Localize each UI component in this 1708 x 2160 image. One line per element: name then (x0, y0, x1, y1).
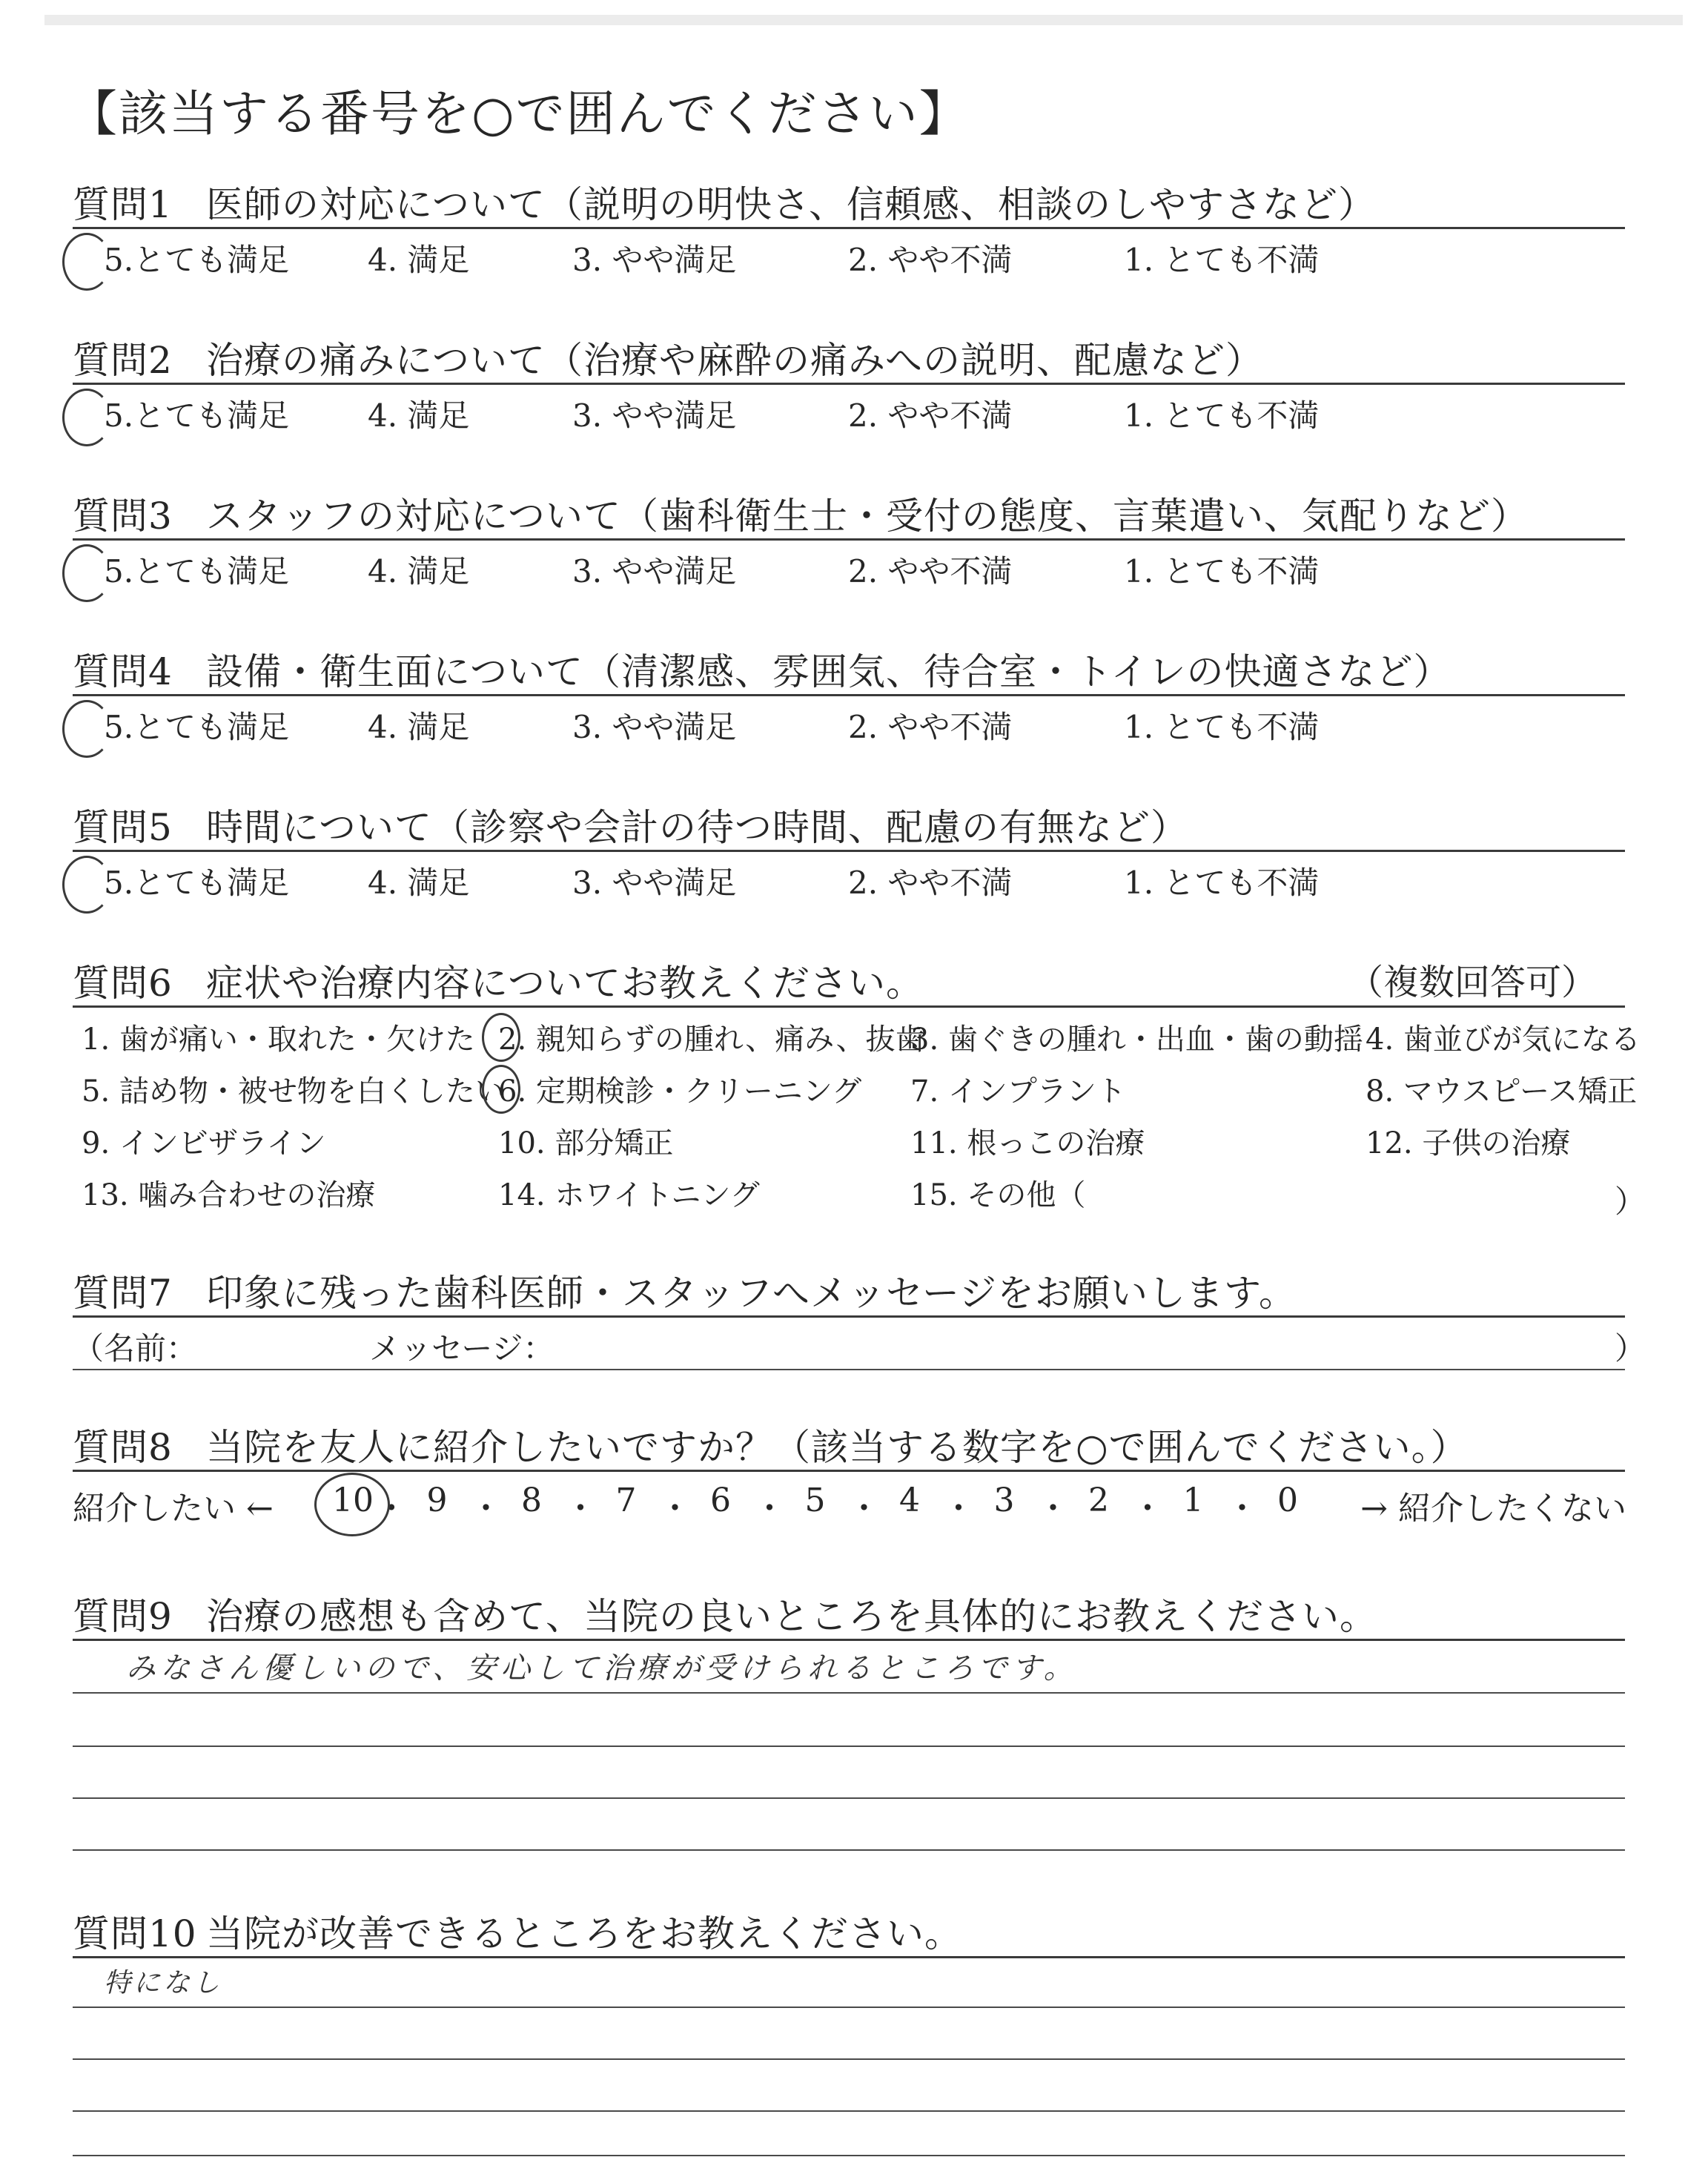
question-number: 質問8 (73, 1426, 173, 1469)
answer-line (73, 1745, 1625, 1747)
rating-option[interactable]: 2. やや不満 (848, 553, 1013, 589)
question-number: 質問9 (73, 1595, 173, 1638)
rating-option[interactable]: 1. とても不満 (1124, 553, 1320, 589)
hand-drawn-selection-circle (62, 389, 111, 446)
rating-option[interactable]: 2. やや不満 (848, 397, 1013, 434)
rating-option[interactable]: 2. やや不満 (848, 709, 1013, 745)
question-text: スタッフの対応について（歯科衛生士・受付の態度、言葉遣い、気配りなど） (206, 495, 1529, 538)
hand-drawn-selection-circle (62, 700, 111, 758)
rating-option[interactable]: 5.とても満足 (104, 865, 290, 901)
recommend-score-10[interactable]: 10 (332, 1482, 374, 1519)
scan-edge (44, 15, 1683, 25)
rating-option[interactable]: 4. 満足 (368, 553, 470, 589)
question-number: 質問2 (73, 339, 173, 382)
rating-option[interactable]: 4. 満足 (368, 242, 470, 278)
rating-option[interactable]: 3. やや満足 (572, 242, 737, 278)
symptom-option[interactable]: 14. ホワイトニング (498, 1178, 760, 1212)
question-text: 治療の痛みについて（治療や麻酔の痛みへの説明、配慮など） (206, 339, 1263, 382)
rating-option[interactable]: 2. やや不満 (848, 865, 1013, 901)
answer-line (73, 1849, 1625, 1851)
question-2-rule (73, 383, 1625, 385)
rating-option[interactable]: 5.とても満足 (104, 242, 290, 278)
question-text: 当院を友人に紹介したいですか？（該当する数字を○で囲んでください。） (206, 1426, 1469, 1469)
symptom-option[interactable]: 13. 噛み合わせの治療 (82, 1178, 376, 1212)
symptom-option[interactable]: 7. インプラント (910, 1074, 1126, 1109)
q6-other-close-paren: ） (1615, 1183, 1646, 1220)
rating-option[interactable]: 4. 満足 (368, 709, 470, 745)
recommend-right-label: → 紹介したくない (1360, 1490, 1626, 1527)
rating-option[interactable]: 2. やや不満 (848, 242, 1013, 278)
recommend-score-6[interactable]: 6 (710, 1482, 731, 1519)
question-number: 質問1 (73, 183, 173, 226)
rating-option[interactable]: 1. とても不満 (1124, 397, 1320, 434)
answer-line (73, 1797, 1625, 1799)
question-number: 質問6 (73, 962, 173, 1005)
scale-separator: ・ (753, 1490, 786, 1527)
question-1-rule (73, 227, 1625, 229)
answer-line (73, 2110, 1625, 2112)
recommend-score-0[interactable]: 0 (1277, 1482, 1298, 1519)
question-text: 症状や治療内容についてお教えください。 (206, 962, 924, 1005)
scale-separator: ・ (375, 1490, 408, 1527)
message-close-paren: ） (1615, 1330, 1646, 1367)
question-text: 時間について（診察や会計の待つ時間、配慮の有無など） (206, 806, 1188, 849)
rating-option[interactable]: 1. とても不満 (1124, 865, 1320, 901)
scale-separator: ・ (847, 1490, 881, 1527)
hand-drawn-selection-circle (62, 544, 111, 602)
rating-option[interactable]: 3. やや満足 (572, 865, 737, 901)
hand-drawn-selection-circle (62, 856, 111, 914)
symptom-option[interactable]: 12. 子供の治療 (1366, 1126, 1571, 1160)
question-6-rule (73, 1005, 1625, 1008)
question-text: 医師の対応について（説明の明快さ、信頼感、相談のしやすさなど） (206, 183, 1376, 226)
question-6-title (73, 954, 924, 1007)
question-9-title (73, 1587, 1377, 1640)
symptom-option[interactable]: 10. 部分矯正 (498, 1126, 674, 1160)
symptom-option[interactable]: 8. マウスピース矯正 (1366, 1074, 1638, 1109)
form-instruction-header: 【該当する番号を○で囲んでください】 (68, 85, 970, 142)
rating-option[interactable]: 5.とても満足 (104, 553, 290, 589)
recommend-score-1[interactable]: 1 (1182, 1482, 1204, 1519)
question-text: 設備・衛生面について（清潔感、雰囲気、待合室・トイレの快適さなど） (206, 650, 1452, 693)
question-number: 質問7 (73, 1272, 173, 1315)
q9-handwritten-answer: みなさん優しいので、安心して治療が受けられるところです。 (126, 1651, 1078, 1685)
question-10-rule (73, 1956, 1625, 1958)
symptom-option[interactable]: 9. インビザライン (82, 1126, 326, 1160)
hand-drawn-selection-circle (62, 233, 111, 291)
hand-drawn-selection-circle (482, 1013, 520, 1062)
question-number: 質問4 (73, 650, 173, 693)
symptom-option[interactable]: 1. 歯が痛い・取れた・欠けた (82, 1023, 475, 1057)
rating-option[interactable]: 4. 満足 (368, 865, 470, 901)
rating-option[interactable]: 5.とても満足 (104, 709, 290, 745)
question-number: 質問3 (73, 495, 173, 538)
recommend-left-label: 紹介したい ← (73, 1490, 274, 1527)
question-1-title (73, 175, 1376, 228)
recommend-score-4[interactable]: 4 (899, 1482, 920, 1519)
recommend-score-2[interactable]: 2 (1088, 1482, 1109, 1519)
question-5-title (73, 798, 1188, 851)
question-3-rule (73, 538, 1625, 541)
rating-option[interactable]: 1. とても不満 (1124, 709, 1320, 745)
recommend-score-8[interactable]: 8 (521, 1482, 542, 1519)
rating-option[interactable]: 4. 満足 (368, 397, 470, 434)
scale-separator: ・ (942, 1490, 975, 1527)
rating-option[interactable]: 1. とても不満 (1124, 242, 1320, 278)
question-10-title (73, 1904, 962, 1958)
symptom-option[interactable]: 11. 根っこの治療 (910, 1126, 1145, 1160)
recommend-score-9[interactable]: 9 (426, 1482, 448, 1519)
question-number: 質問10 (73, 1912, 197, 1955)
symptom-option[interactable]: 5. 詰め物・被せ物を白くしたい (82, 1074, 505, 1109)
name-label: （名前： (73, 1330, 198, 1367)
scale-separator: ・ (1131, 1490, 1164, 1527)
rating-option[interactable]: 3. やや満足 (572, 397, 737, 434)
question-7-rule (73, 1315, 1625, 1318)
question-number: 質問5 (73, 806, 173, 849)
question-4-rule (73, 694, 1625, 696)
scale-separator: ・ (1036, 1490, 1070, 1527)
question-8-title (73, 1418, 1469, 1471)
message-rule (73, 1369, 1625, 1370)
symptom-option[interactable]: 3. 歯ぐきの腫れ・出血・歯の動揺 (910, 1023, 1363, 1057)
symptom-option[interactable]: 2. 親知らずの腫れ、痛み、抜歯 (498, 1023, 925, 1057)
symptom-option[interactable]: 15. その他（ (910, 1178, 1086, 1212)
symptom-option[interactable]: 6. 定期検診・クリーニング (498, 1074, 862, 1109)
rating-option[interactable]: 5.とても満足 (104, 397, 290, 434)
recommend-score-7[interactable]: 7 (615, 1482, 637, 1519)
rating-option[interactable]: 3. やや満足 (572, 709, 737, 745)
hand-drawn-selection-circle (314, 1473, 390, 1536)
q10-handwritten-answer: 特になし (104, 1968, 223, 1998)
symptom-option[interactable]: 4. 歯並びが気になる (1366, 1023, 1641, 1057)
question-3-title (73, 486, 1529, 540)
answer-line (73, 2058, 1625, 2060)
answer-line (73, 2007, 1625, 2008)
multiple-answers-note: （複数回答可） (1347, 962, 1597, 1003)
recommend-score-3[interactable]: 3 (993, 1482, 1015, 1519)
scale-separator: ・ (564, 1490, 597, 1527)
scale-separator: ・ (469, 1490, 503, 1527)
question-text: 当院が改善できるところをお教えください。 (206, 1912, 962, 1955)
scale-separator: ・ (658, 1490, 692, 1527)
question-7-title (73, 1264, 1297, 1317)
question-4-title (73, 642, 1452, 696)
question-9-rule (73, 1639, 1625, 1641)
question-5-rule (73, 850, 1625, 852)
answer-line (73, 2155, 1625, 2156)
question-8-rule (73, 1470, 1625, 1472)
message-label: メッセージ： (369, 1330, 555, 1367)
hand-drawn-selection-circle (482, 1065, 520, 1114)
question-text: 治療の感想も含めて、当院の良いところを具体的にお教えください。 (206, 1595, 1377, 1638)
recommend-score-5[interactable]: 5 (804, 1482, 826, 1519)
answer-line (73, 1692, 1625, 1694)
question-2-title (73, 331, 1263, 384)
rating-option[interactable]: 3. やや満足 (572, 553, 737, 589)
scale-separator: ・ (1225, 1490, 1259, 1527)
question-text: 印象に残った歯科医師・スタッフへメッセージをお願いします。 (206, 1272, 1297, 1315)
